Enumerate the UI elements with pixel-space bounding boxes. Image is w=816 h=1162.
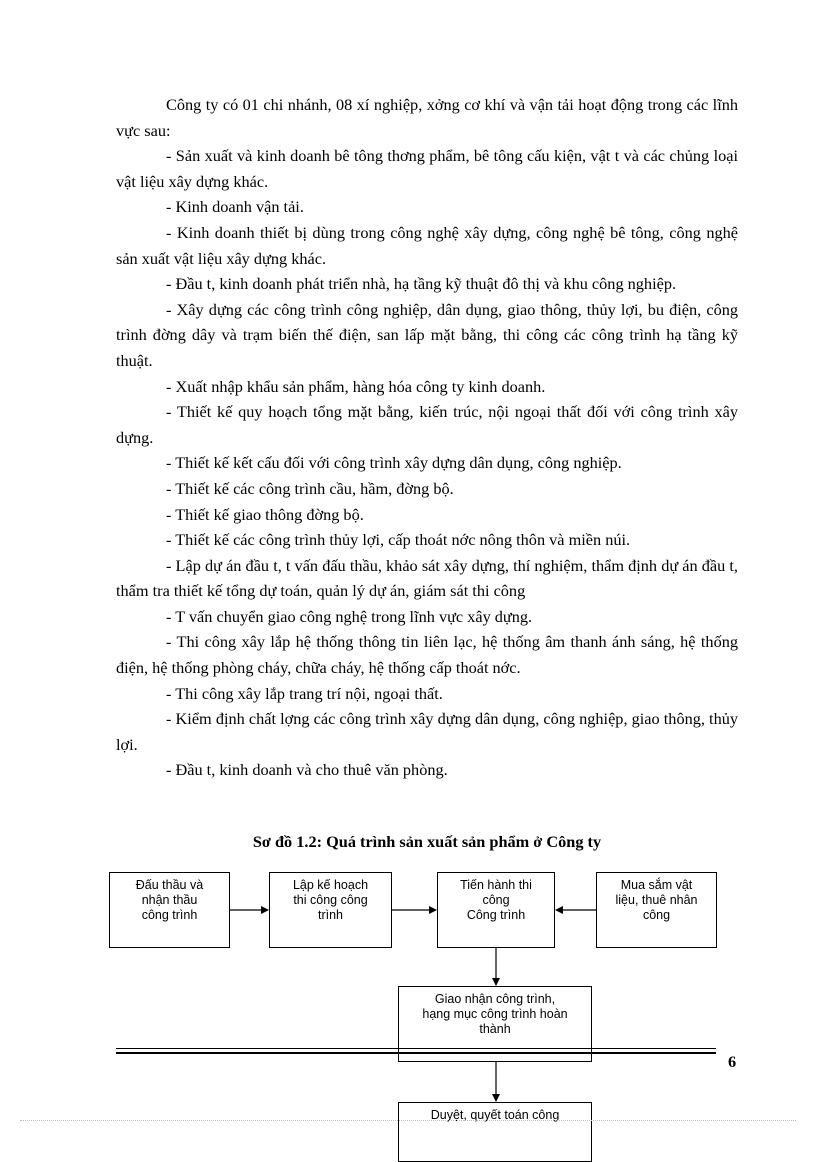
diagram-title: Sơ đồ 1.2: Quá trình sản xuất sản phẩm ở Công ty (252, 832, 602, 851)
paragraph: - Thi công xây lắp trang trí nội, ngoại thất. (166, 683, 443, 703)
paragraph: - Thiết kế quy hoạch tổng mặt bằng, kiến trúc, nội ngoại thất đối với công trình xây dựng. (116, 402, 738, 447)
paragraph: - Đầu t, kinh doanh phát triển nhà, hạ tầng kỹ thuật đô thị và khu công nghiệp. (166, 274, 677, 294)
paragraph: - Thiết kế các công trình thủy lợi, cấp thoát nớc nông thôn và miền núi. (166, 530, 631, 550)
footer-rule (116, 1052, 716, 1054)
paragraph: - Sản xuất và kinh doanh bê tông thơng phẩm, bê tông cấu kiện, vật t và các chủng loại vật liệu xây dựng khác. (116, 146, 738, 191)
paragraph: - Lập dự án đầu t, t vấn đấu thầu, khảo sát xây dựng, thí nghiệm, thẩm định dự án đầu t, thẩm tra thiết kế tổng dự toán, quản lý dự án, giám sát thi công (116, 555, 738, 601)
paragraph: - Kinh doanh thiết bị dùng trong công nghệ xây dựng, công nghệ bê tông, công nghệ sản xuất vật liệu xây dựng khác. (116, 222, 738, 268)
paragraph: - T vấn chuyển giao công nghệ trong lĩnh vực xây dựng. (166, 606, 533, 626)
paragraph: - Xuất nhập khẩu sản phẩm, hàng hóa công ty kinh doanh. (166, 376, 546, 396)
box-handover: Giao nhận công trình, hạng mục công trình hoàn thành (398, 986, 592, 1062)
box-settlement: Duyệt, quyết toán công (398, 1102, 592, 1162)
paragraph: - Thiết kế các công trình cầu, hầm, đờng bộ. (166, 478, 454, 498)
paragraph: Công ty có 01 chi nhánh, 08 xí nghiệp, xởng cơ khí và vận tải hoạt động trong các lĩnh vực sau: (116, 95, 738, 140)
paragraph: - Kiểm định chất lợng các công trình xây dựng dân dụng, công nghiệp, giao thông, thủy lợi. (116, 709, 738, 754)
paragraph: - Thi công xây lắp hệ thống thông tin liên lạc, hệ thống âm thanh ánh sáng, hệ thống điện, hệ thống phòng cháy, chữa cháy, hệ thống cấp thoát nớc. (116, 632, 738, 678)
box-procurement: Mua sắm vật liệu, thuê nhân công (596, 872, 717, 948)
box-construction: Tiến hành thi công Công trình (437, 872, 555, 948)
box-planning: Lập kế hoạch thi công công trình (269, 872, 392, 948)
page-number: 6 (728, 1052, 737, 1071)
paragraph: - Kinh doanh vận tải. (166, 197, 304, 217)
paragraph: - Thiết kế giao thông đờng bộ. (166, 504, 364, 524)
page-edge-divider (20, 1120, 796, 1121)
paragraph: - Thiết kế kết cấu đối với công trình xây dựng dân dụng, công nghiệp. (166, 453, 622, 473)
footer-rule (116, 1048, 716, 1049)
box-bidding: Đấu thầu và nhận thầu công trình (109, 872, 230, 948)
paragraph: - Xây dựng các công trình công nghiệp, dân dụng, giao thông, thủy lợi, bu điện, công trình đờng dây và trạm biến thế điện, san lấp mặt bằng, thi công các công trình hạ tầng kỹ thuật. (116, 299, 738, 370)
paragraph: - Đầu t, kinh doanh và cho thuê văn phòng. (166, 760, 448, 780)
